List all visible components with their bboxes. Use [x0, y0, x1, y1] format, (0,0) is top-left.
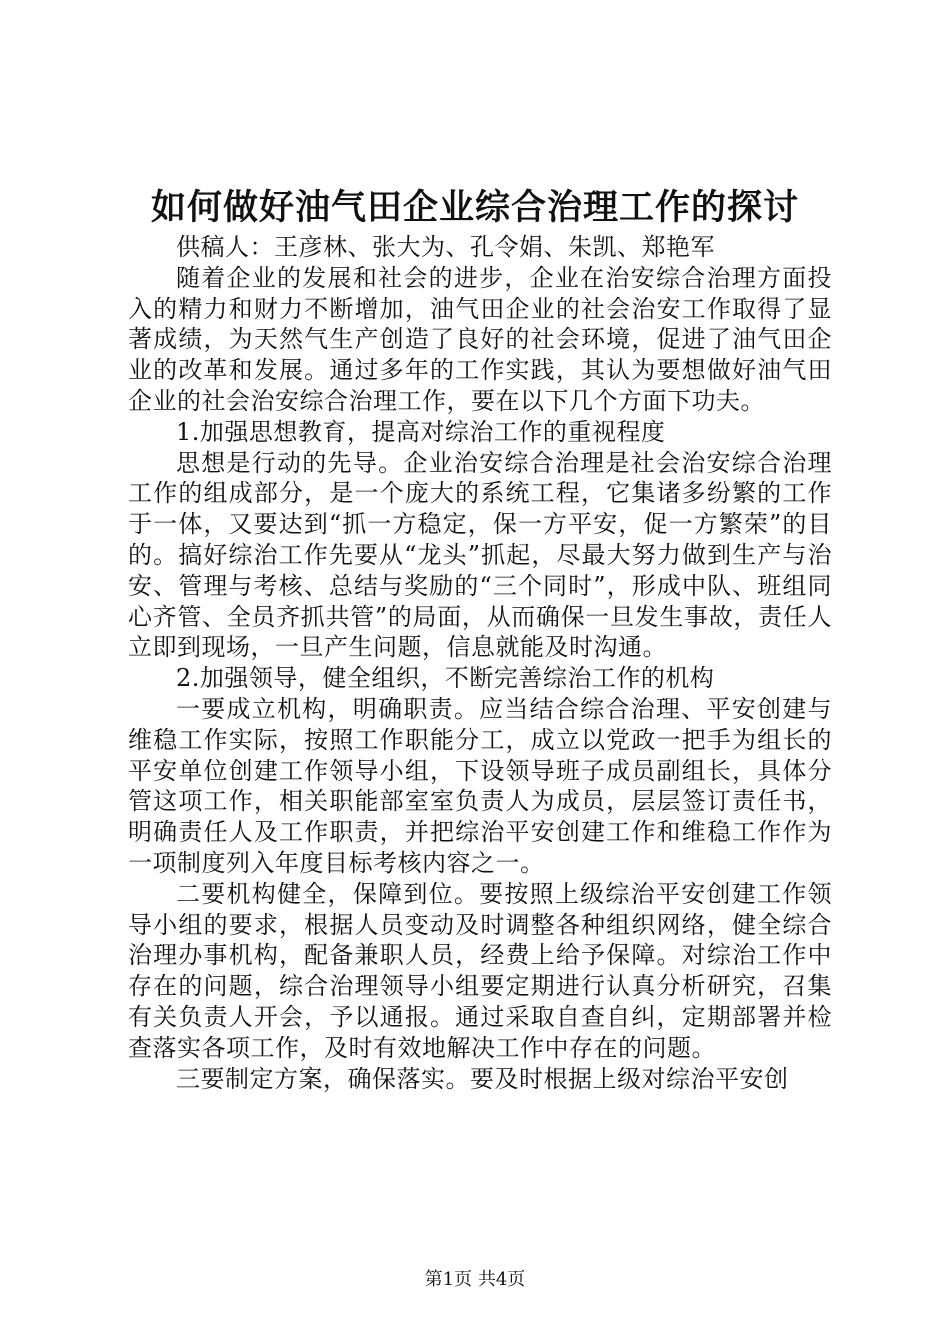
paragraph-intro: 随着企业的发展和社会的进步，企业在治安综合治理方面投入的精力和财力不断增加，油气田企业的社会治安工作取得了显著成绩，为天然气生产创造了良好的社会环境，促进了油气田企业的改革和发展。通过多年的工作实践，其认为要想做好油气田企业的社会治安综合治理工作，要在以下几个方面下功夫。 — [128, 263, 832, 415]
paragraph-section-1: 思想是行动的先导。企业治安综合治理是社会治安综合治理工作的组成部分，是一个庞大的系统工程，它集诸多纷繁的工作于一体，又要达到“抓一方稳定，保一方平安，促一方繁荣”的目的。搞好综治工作先要从“龙头”抓起，尽最大努力做到生产与治安、管理与考核、总结与奖励的“三个同时”，形成中队、班组同心齐管、全员齐抓共管”的局面，从而确保一旦发生事故，责任人立即到现场，一旦产生问题，信息就能及时沟通。 — [128, 448, 832, 662]
author-line: 供稿人：王彦林、张大为、孔令娟、朱凯、郑艳军 — [176, 233, 715, 261]
document-body — [128, 232, 832, 1094]
page-footer: 第1页 共4页 — [424, 1269, 526, 1290]
paragraph-section-2a: 一要成立机构，明确职责。应当结合综合治理、平安创建与维稳工作实际，按照工作职能分工，成立以党政一把手为组长的平安单位创建工作领导小组，下设领导班子成员副组长，具体分管这项工作，相关职能部室室负责人为成员，层层签订责任书，明确责任人及工作职责，并把综治平安创建工作和维稳工作作为一项制度列入年度目标考核内容之一。 — [128, 694, 832, 877]
section-heading-2: 2.加强领导，健全组织，不断完善综治工作的机构 — [176, 664, 715, 693]
paragraph-section-2b: 二要机构健全，保障到位。要按照上级综治平安创建工作领导小组的要求，根据人员变动及时调整各种组织网络，健全综合治理办事机构，配备兼职人员，经费上给予保障。对综治工作中存在的问题，综合治理领导小组要定期进行认真分析研究，召集有关负责人开会，予以通报。通过采取自查自纠，定期部署并检查落实各项工作，及时有效地解决工作中存在的问题。 — [128, 879, 832, 1062]
document-title: 如何做好油气田企业综合治理工作的探讨 — [150, 187, 799, 228]
section-heading-1: 1.加强思想教育，提高对综治工作的重视程度 — [176, 417, 666, 446]
paragraph-section-2c: 三要制定方案，确保落实。要及时根据上级对综治平安创 — [176, 1064, 789, 1093]
